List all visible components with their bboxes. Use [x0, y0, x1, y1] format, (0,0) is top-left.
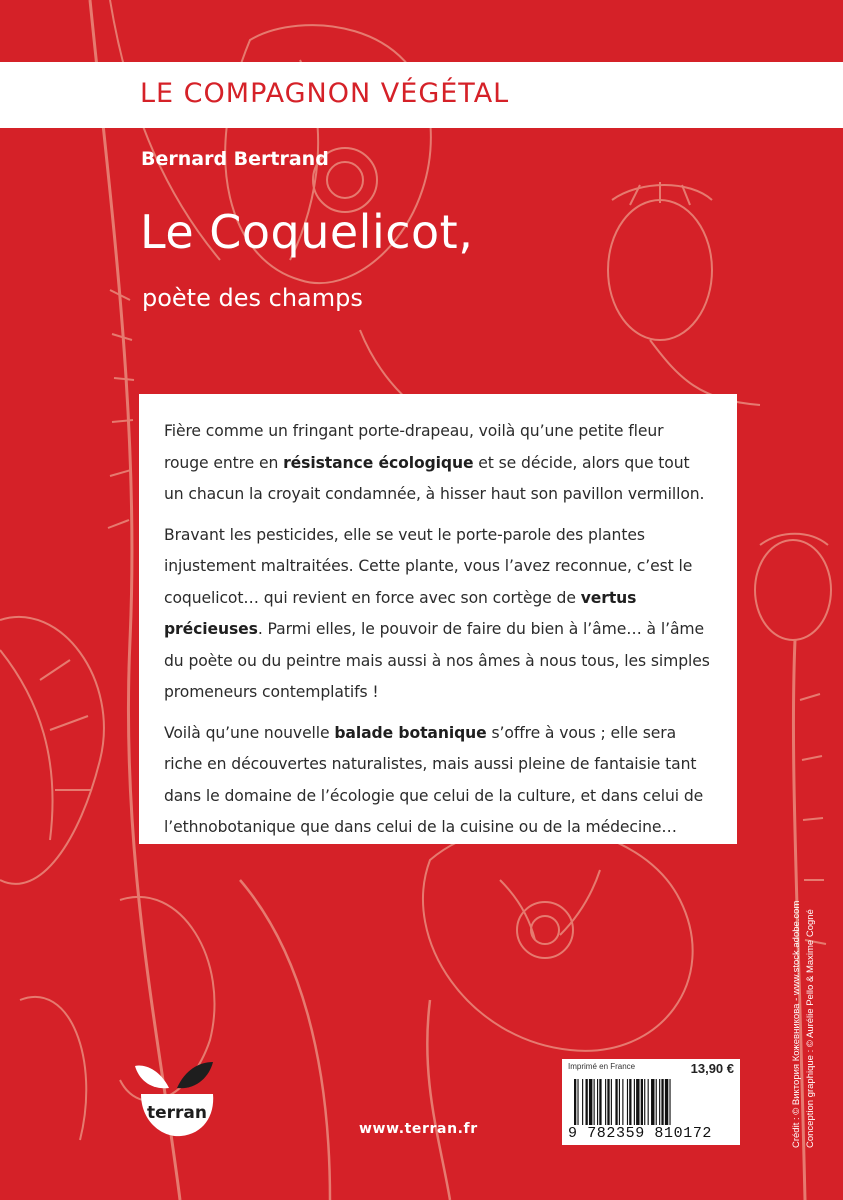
blurb-text: s’offre à vous ; elle sera riche en découvertes naturalistes, mais aussi pleine de fantaisie tant dans le domaine de l’écologie que celui de la culture, et dans celui de l’ethnobotanique que dans celui de la cuisine ou de la médecine… — [164, 723, 704, 836]
book-title: Le Coquelicot, — [140, 205, 474, 259]
series-title: LE COMPAGNON VÉGÉTAL — [140, 78, 510, 109]
photo-credit: Crédit : © Виктория Кожевникова - www.stock.adobe.com — [791, 900, 802, 1148]
blurb-highlight: balade botanique — [334, 723, 487, 742]
blurb-paragraph-3 — [164, 718, 711, 844]
credits — [790, 901, 818, 1148]
blurb-text: Fière comme un fringant porte-drapeau, voilà qu’une petite fleur rouge entre en — [164, 422, 664, 472]
svg-text:terran: terran — [147, 1103, 207, 1123]
blurb-highlight: résistance écologique — [283, 453, 474, 472]
blurb-highlight: vertus précieuses — [164, 588, 637, 638]
isbn-number: 9 782359 810172 — [568, 1125, 713, 1142]
blurb-text: Bravant les pesticides, elle se veut le porte-parole des plantes injustement maltraitées. Cette plante, vous l’avez reconnue, c’est le coquelicot… qui revient en force avec son cortège de — [164, 525, 693, 607]
blurb-paragraph-2 — [164, 520, 711, 709]
design-credit: Conception graphique : © Aurélie Pello & Maxime Cogné — [805, 909, 816, 1148]
terran-logo — [133, 1058, 219, 1140]
blurb-text: . Parmi elles, le pouvoir de faire du bien à l’âme… à l’âme du poète ou du peintre mais aussi à nos âmes à nous tous, les simples promeneurs contemplatifs ! — [164, 620, 710, 701]
publisher-website: www.terran.fr — [359, 1121, 478, 1137]
price-label: 13,90 € — [690, 1061, 734, 1076]
blurb-box — [139, 394, 737, 844]
book-subtitle: poète des champs — [142, 284, 363, 312]
blurb-text: Voilà qu’une nouvelle — [164, 723, 335, 742]
barcode-icon — [572, 1079, 732, 1125]
barcode-box — [562, 1059, 740, 1145]
blurb-paragraph-1 — [164, 416, 711, 511]
printed-in-france-label: Imprimé en France — [568, 1062, 636, 1071]
blurb-text: et se décide, alors que tout un chacun la croyait condamnée, à hisser haut son pavillon vermillon. — [164, 453, 705, 503]
author-name: Bernard Bertrand — [141, 148, 329, 170]
